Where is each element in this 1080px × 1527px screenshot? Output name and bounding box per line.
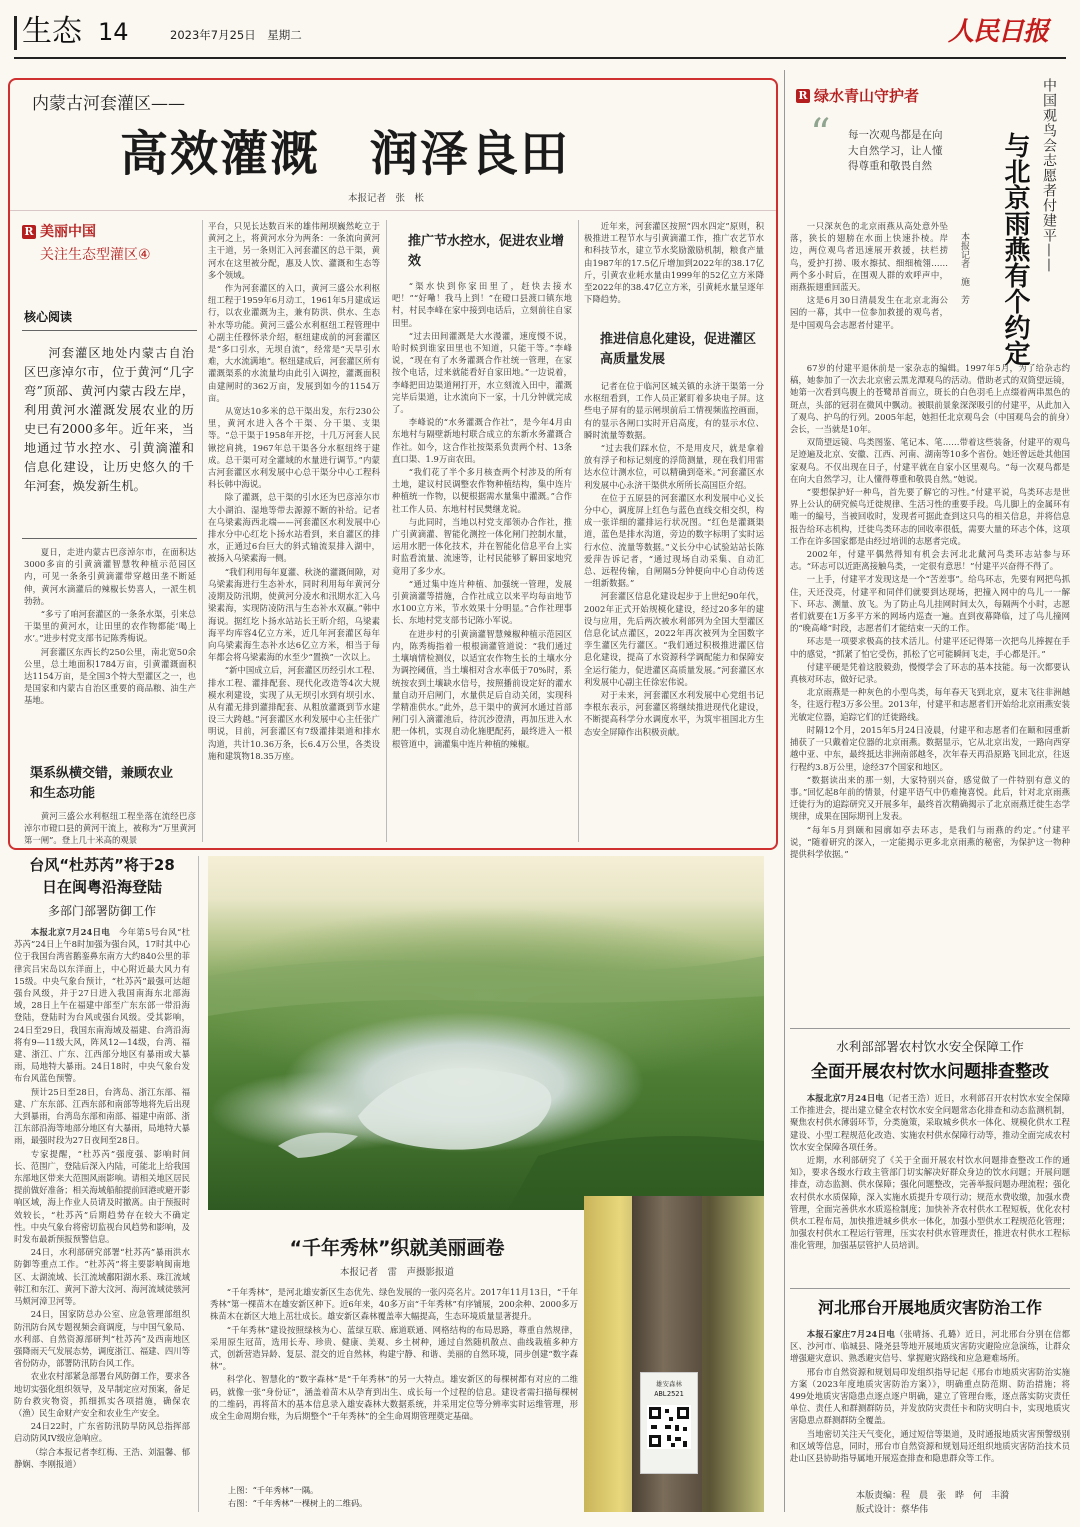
paragraph: 时隔12个月，2015年5月24日凌晨，付建平和志愿者们在颐和园重新捕获了一只戴着定位器的北京雨燕。数据显示，它从北京出发，一路向西穿越中亚、中东，最终抵达非洲南部越冬，次年春天再沿原路飞回北京，往返行程约3.8万公里，途经37个国家和地区。: [790, 724, 1070, 772]
right-series-tag: 绿水青山守护者: [814, 87, 920, 105]
paragraph: 67岁的付建平退休前是一家杂志的编辑。1997年5月，为了给杂志约稿，她参加了一次去北京密云黑龙潭观鸟的活动。借助老式的双筒望远镜，她第一次看到鸟腹上的苍鹭昂首而立，斑长的白色羽毛上点缀着两串黑色的斑点，头部的冠羽在微风中飘动。被眼前景象深深吸引的付建平，从此加入了观鸟、护鸟的行列。2005年起，她担任北京观鸟会（中国观鸟会的前身）会长，一当就是10年。: [790, 363, 1070, 435]
main-kicker: 内蒙古河套灌区——: [32, 94, 185, 114]
paragraph: 对于未来，河套灌区水利发展中心党组书记李根东表示，河套灌区将继续推进现代化建设，不断提高科学分水调度水平，为筑牢祖国北方生态安全屏障作出积极贡献。: [584, 690, 764, 737]
paragraph: 这是6月30日清晨发生在北京北海公园的一幕，其中一位参加救援的观鸟者，是中国观鸟会志愿者付建平。: [790, 295, 948, 330]
bird-body-top: [790, 220, 948, 360]
paragraph: [790, 1328, 1070, 1365]
qr-code-icon: [647, 1405, 691, 1449]
paragraph: 夏日，走进内蒙古巴彦淖尔市，在面积达3000多亩的引黄滴灌智慧牧种植示范园区内，可见一条条引黄滴灌带穿越田垄不断延伸，黄河水滴灌后的辣椒长势喜人，一派生机勃勃。: [24, 547, 196, 606]
photo-headline: “千年秀林”织就美丽画卷: [289, 1237, 505, 1259]
paragraph: 平台，只见长达数百米的雄伟闸坝巍然屹立于黄河之上，将黄河水分为两条：一条流向黄河主干道，另一条则汇入河套灌区的总干渠，黄河水在这里被分配，惠及人饮、灌溉和生态等多个领域。: [208, 221, 380, 280]
designer-credit: 版式设计：蔡华伟: [856, 1505, 929, 1515]
paragraph: 作为河套灌区的入口，黄河三盛公水利枢纽工程于1959年6月动工，1961年5月建成运行，以农业灌溉为主，兼有防洪、供水、生态补水等功能。黄河三盛公水利枢纽工程管理中心副主任穆怀录介绍，枢纽建成前的河套灌区是“多口引水，无坝自流”，经常是“天旱引水难，大水流满地”。枢纽建成后，河套灌区所有灌溉渠系的水流量均由此引入调控，灌溉面积由建闸时的362万亩，发展到如今的1154万亩。: [208, 283, 380, 403]
paragraph: “渠水快到你家田里了，赶快去接水吧！”“好嘞！我马上到！”在磴口县渡口镇东地村，村民李峰在家中接到电话后，立刻前往自家田里。: [392, 281, 572, 328]
paragraph-text: （记者王浩）近日，水利部召开农村饮水安全保障工作推进会，提出建立健全农村饮水安全问题常态化排查和动态监测机制，聚焦农村供水薄弱环节，分类施策，采取城乡供水一体化、规模化供水工程建设、小型工程规范化改造、实施农村供水保障行动等，推动全面完成农村饮水安全保障各项任务。: [790, 1093, 1070, 1152]
photo-byline: 本报记者 雷 声摄影报道: [339, 1267, 454, 1278]
main-col-1-tail: [24, 810, 196, 848]
paragraph: 从宽达10多米的总干渠出发，东行230公里，黄河水进入各个干渠、分干渠、支渠等。“总干渠于1958年开挖，十几万河套人民锹挖肩挑，1967年总干渠各分水枢纽终于建成。总干渠可对全灌域的水量进行调节。”内蒙古河套灌区水利发展中心总干渠分中心工程科科长韩中海说。: [208, 406, 380, 490]
water-headline: 全面开展农村饮水问题排查整改: [811, 1062, 1049, 1082]
paragraph: 邢台市自然资源和规划局印发组织指导记起《邢台市地质灾害防治实施方案（2023年度地质灾害防治方案）》，明确重点防范期、防治措施；将499处地质灾害隐患点逐点逐户明确，建立了管理台账，逐点落实防灾责任单位、责任人和群测群防员，并发放防灾责任卡和防灾明白卡，实现地质灾害隐患点群测群防全覆盖。: [790, 1366, 1070, 1426]
paragraph: “通过集中连片种植、加强统一管理，发展引黄滴灌等措施，合作社成立以来平均每亩地节水100立方米，节水效果十分明显。”合作社理事长、东地村党支部书记陈小军说。: [392, 578, 572, 626]
paragraph: 记者在位于临河区城关镇的永济干渠第一分水枢纽看到，工作人员正紧盯着多块电子屏。这些电子屏有的显示闸坝前后工情视频监控画面，有的显示各闸口实时开启高度，有的显示水位、瞬时流量等数据。: [584, 381, 764, 440]
paragraph: 河套灌区信息化建设起步于上世纪90年代，2002年正式开始规模化建设，经过20多年的建设与应用，先后两次被水利部列为全国大型灌区信息化试点灌区，2022年再次被列为全国数字孪生灌区先行灌区。“我们通过积极推进灌区信息化建设，提高了水资源科学调配能力和保障安全运行能力，促进灌区高质量发展。”河套灌区水利发展中心副主任徐宏伟说。: [584, 591, 764, 687]
byline-lead: 本报北京7月24日电: [806, 1093, 884, 1103]
paragraph: “过去我们踩水位，不是用皮尺，就是拿着放有浮子和标记刻度的浮筒测量，现在我们用雷达水位计测水位，可以精确到毫米。”河套灌区水利发展中心永济干渠供水所所长高国臣介绍。: [584, 443, 764, 490]
typhoon-body: [14, 926, 190, 1512]
series-tag-icon: R: [22, 225, 36, 239]
series-tag-icon: R: [796, 89, 810, 103]
paragraph: 近期，水利部研究了《关于全面开展农村饮水问题排查整改工作的通知》，要求各级水行政主管部门切实解决好群众身边的饮水问题；开展问题排查，动态监测、供水保障；强化问题整改，完善举报问题办理流程；强化农村供水水质保障，深入实施水质提升专项行动；规范水费收缴，加强水费管理，全面完善供水水质巡检制度；加快补齐农村供水工程短板，优化农村供水工程布局，加快推进城乡供水一体化，加强小型供水工程规范化管理；加强农村供水工程运行管理，压实农村供水管理责任，推进农村供水工程标准化管理，加强基层管护人员培训。: [790, 1155, 1070, 1251]
photo-caption-1: 上图：“千年秀林”一隅。: [228, 1485, 319, 1495]
paragraph: 专家提醒，“杜苏芮”强度强、影响时间长、范围广，登陆后深入内陆，可能北上给我国东部地区带来大范围风雨影响。请相关地区居民提前做好准备；相关海域船舶提前回港或避开影响区域，海上作业人员请及时撤离。由于预报时效较长，“杜苏芮”后期趋势存在较大不确定性。中央气象台将密切监视台风趋势和影响，及时发布最新预报预警信息。: [14, 1148, 190, 1245]
paragraph: 李峰说的“水务灌溉合作社”，是今年4月由东地村与隔壁新地村联合成立的东新水务灌溉合作社。如今，这合作社按渠系负责两个村、13条直口渠、1.9万亩农田。: [392, 417, 572, 464]
paragraph: “我们花了半个多月核查两个村涉及的所有土地，建议村民调整农作物种植结构，集中连片种植统一作物，以便根据需水量集中灌溉。”合作社工作人员、东地村村民樊继龙说。: [392, 467, 572, 514]
paragraph: “过去田间灌溉是大水漫灌，速度慢不说，哈时候到谁家田里也不知道，只能干等。”李峰说，“现在有了水务灌溉合作社统一管理，在家按个电话，过来就能看好自家田地。”一边说着，李峰把田边渠道闸打开，水立刻流入田中，灌溉完毕后渠道，让水流向下一家，十几分钟就完成了。: [392, 330, 572, 415]
paragraph: 付建平硬是凭着这股毅劲，慢慢学会了环志的基本技能。每一次都要认真核对环志，做好记录。: [790, 661, 1070, 685]
paragraph: 双筒望远镜、鸟类图鉴、笔记本、笔……带着这些装备，付建平的观鸟足迹遍及北京、安徽、江西、河南、湖南等10多个省份。她还曾远赴其他国家观鸟。不仅出现在日子，付建平就在自家小区里观鸟。“每一次观鸟都是在向大自然学习，让人懂得尊重和敬畏自然。”她说。: [790, 437, 1070, 484]
main-article: [8, 78, 778, 850]
core-summary: 河套灌区地处内蒙古自治区巴彦淖尔市，位于黄河“几字弯”顶部、黄河内蒙古段左岸，利用黄河水灌溉发展农业的历史已有2000多年。近年来，当地通过节水控水、引黄滴灌和信息化建设，让历史悠久的千年河套，焕发新生机。: [24, 346, 194, 493]
paragraph: “数据读出来的那一刻，大家特别兴奋，感觉做了一件特别有意义的事。”回忆起8年前的情景，付建平语气中仍难掩喜悦。此后，针对北京雨燕迁徙行为的追踪研究又开展多年，最终首次精确揭示了北京雨燕迁徙生态学规律，成果在国际期刊上发表。: [790, 774, 1070, 822]
note: （综合本报记者李红梅、王浩、刘温馨、郁静娴、李刚报道）: [14, 1446, 190, 1469]
subhead-3: 推进信息化建设，促进灌区高质量发展: [600, 332, 757, 367]
main-col-1: [24, 546, 196, 756]
main-col-3: [392, 280, 572, 846]
typhoon-headline: 台风“杜苏芮”将于28日在闽粤沿海登陆: [29, 856, 175, 896]
water-kicker: 水利部部署农村饮水安全保障工作: [836, 1039, 1024, 1054]
paragraph: [790, 1092, 1070, 1153]
hebei-headline: 河北邢台开展地质灾害防治工作: [817, 1298, 1042, 1317]
vertical-kicker: 中国观鸟会志愿者付建平——: [1041, 78, 1057, 273]
paragraph: 与此同时，当地以村党支部领办合作社，推广引黄滴灌、智能化测控一体化闸门控制水量，运用水肥一体化技术，并在智能化信息平台上实时监看流量、流速等，让村民能够了解田家地究竟用了多少水。: [392, 516, 572, 576]
typhoon-subhead: 多部门部署防御工作: [47, 904, 156, 918]
paragraph: 一只深灰色的北京雨燕从高处意外坠落，狭长的翅膀在水面上快速扑棱。岸边，两位观鸟者迅速展开救援，扶栏捞鸟，爱护打捞、吸水擦拭、细细梳翎……两个多小时后，在围观人群的欢呼声中，雨燕振翅重回蓝天。: [790, 221, 948, 293]
paragraph: 预计25日至28日，台湾岛、浙江东部、福建、广东东部、江西东部和南部等地将先后出现大到暴雨，台湾岛东部和南部、福建中南部、浙江东部沿海等地部分地区有大暴雨，局地特大暴雨，最强时段为27日夜间至28日。: [14, 1086, 190, 1146]
qr-tag: [640, 1372, 698, 1474]
water-body: [790, 1092, 1070, 1282]
paragraph: 农业农村部紧急部署台风防御工作，要求各地切实强化组织领导，及早制定应对预案，备足防台救灾物资，抓细抓实各项措施，确保农（渔）民生命财产安全和农业生产安全。: [14, 1371, 190, 1418]
issue-date: 2023年7月25日 星期二: [170, 28, 302, 42]
subhead-2: 推广节水控水，促进农业增效: [408, 234, 565, 269]
main-col-4: [584, 220, 764, 316]
forest-photo: [208, 856, 764, 1210]
paragraph: 当地密切关注天气变化，通过短信等渠道，及时通报地质灾害预警级别和区域等信息，同时，邢台市自然资源和规划局还组织地质灾害防治技术员赴山区县协助指导属地开展巡查排查和隐患群众等工作。: [790, 1428, 1070, 1464]
paragraph: 黄河三盛公水利枢纽工程坐落在流经巴彦淖尔市磴口县的黄河干流上，被称为“万里黄河第一闸”。登上几十米高的观景: [24, 811, 196, 846]
series-title: 关注生态型灌区④: [40, 247, 151, 263]
photo-detail: [208, 856, 764, 1210]
paragraph: 2002年，付建平偶然得知有机会去河北北戴河鸟类环志站参与环志。“环志可以近距离接触鸟类，一定很有意思！”付建平兴奋得不得了。: [790, 549, 1070, 572]
page-number: 14: [98, 18, 129, 46]
paragraph: “千年秀林”，是河北雄安新区生态优先、绿色发展的一张闪亮名片。2017年11月13日，“千年秀林”第一棵苗木在雄安新区种下。近6年来，40多万亩“千年秀林”有序铺展，200余种、2000多万株苗木在新区大地上茁壮成长。雄安新区森林覆盖率大幅提高，生态环境质量显著提升。: [210, 1287, 578, 1322]
paragraph-text: 今年第5号台风“杜苏芮”24日上午8时加强为强台风，17时其中心位于我国台湾省鹅銮鼻东南方大约840公里的菲律宾吕宋岛以东洋面上，中心附近最大风力有15级。中央气象台预计，“杜苏芮”最强可达超强台风级，并于27日进入我国南海东北部海域，28日上午在福建中部至广东东部一带沿海登陆，登陆时为台风或强台风级。受其影响，24日至29日，我国东南海域及福建、台湾沿海将有9—11级大风，阵风12—14级，台湾、福建、浙江、广东、江西部分地区有暴雨或大暴雨，局地特大暴雨。24日18时，中央气象台发布台风蓝色预警。: [14, 927, 190, 1084]
paragraph: 除了灌溉，总干渠的引水还为巴彦淖尔市大小湖泊、湿地等带去源源不断的补给。记者在乌梁素海西北端——河套灌区水利发展中心排水分中心红圪卜扬水站看到，来自灌区的排水，正通过6台巨大的斜式轴流泵排入湖中，被扬入乌梁素海一侧。: [208, 492, 380, 564]
paragraph: “新中国成立后，河套灌区历经引水工程、排水工程、灌排配套、现代化改造等4次大规模水利建设，实现了从无坝引水到有坝引水、从有灌无排到灌排配套、从粗放灌溉到节水建设三大跨越。”河套灌区水利发展中心主任张广明说，目前，河套灌区有7级灌排渠道和排水沟道，共计10.36万条，长6.4万公里，各类设施和建筑物18.35万座。: [208, 665, 380, 761]
series-tag-label: 美丽中国: [40, 224, 96, 240]
section-title: 生态: [22, 14, 82, 49]
quote-mark-icon: “: [810, 111, 831, 157]
paragraph: “我们利用每年夏灌、秋浇的灌溉间隙，对乌梁素海进行生态补水，同时利用每年黄河分凌期及防汛期，使黄河分凌水和汛期水汇入乌梁素海，实现防凌防汛与生态补水双赢。”韩中海说。据红圪卜扬水站站长王昕介绍，乌梁素海平均库容4亿立方米，近几年河套灌区每年向乌梁素海生态补水达6亿立方米，相当于每年都会将乌梁素海的水至少“置换”一次以上。: [208, 566, 380, 663]
qr-tag-title: 雄安森林: [656, 1380, 682, 1388]
main-byline: 本报记者 张 枨: [348, 193, 425, 204]
paragraph: “每年5月到颐和园廓如亭去环志，是我们与雨燕的约定。”付建平说，“随着研究的深入，一定能揭示更多北京雨燕的秘密，为保护这一物种提供科学依据。”: [790, 824, 1070, 859]
paragraph: 环志是一项要求极高的技术活儿。付建平还记得第一次把鸟儿捧握在手中的感觉，“抓紧了怕它受伤，抓松了它可能瞬间飞走，手心都是汗。”: [790, 636, 1070, 659]
paragraph: 近年来，河套灌区按照“四水四定”原则，积极推进工程节水与引黄滴灌工作，推广农艺节水和科技节水，建立节水奖励激励机制，粮食产量由1987年的17.5亿斤增加到2022年的38.17亿斤，引黄农业耗水量由1999年的52亿立方米降至2022年的38.47亿立方米，引黄耗水量呈逐年下降趋势。: [584, 221, 764, 305]
pull-quote: 每一次观鸟都是在向大自然学习，让人懂得尊重和敬畏自然: [848, 129, 943, 172]
photo-body: [210, 1286, 578, 1482]
main-headline: 高效灌溉 润泽良田: [120, 126, 571, 182]
vertical-byline: 本报记者 施 芳: [959, 232, 969, 304]
paragraph: 24日22时，广东省防汛防旱防风总指挥部启动防风IV级应急响应。: [14, 1421, 190, 1444]
byline-lead: 本报北京7月24日电: [30, 927, 111, 937]
paragraph: 科学化、智慧化的“数字森林”是“千年秀林”的另一大特点。雄安新区的每棵树都有对应的二维码，就像一张“身份证”，涵盖着苗木从孕育到出生、成长每一个过程的信息。建设者需扫描每棵树的二维码，再将苗木的基本信息录入雄安森林大数据系统，并采用定位等分辨率实时运维管理，形成全生命周期台账，为后期整个“千年秀林”的全生命周期管理奠定基础。: [210, 1374, 578, 1422]
paragraph: 在进步村的引黄滴灌智慧辣椒种植示范园区内，陈秀梅指着一根根滴灌管道说：“我们通过土壤墒情检测仪，以适宜农作物生长的土壤水分为调控阈值，当土壤相对含水率低于70%时，系统按农到土壤缺水信号，按照播前设定好的灌水量自动开启闸门，水量供足后自动关闭，实现科学精准供水。”此外，总干渠中的黄河水通过首部闸门引入滴灌池后，待沉沙澄清，再加压进入水肥一体机，实现自动化施肥配药，最终进入一根根管道中，滴灌集中连片种植的辣椒。: [392, 628, 572, 749]
paragraph: [14, 926, 190, 1085]
paragraph: “要想保护好一种鸟，首先要了解它的习性。”付建平说，鸟类环志是世界上公认的研究候鸟迁徙规律、生活习性的重要手段。鸟儿脚上的金属环有唯一的编号，当被回收时，发现者可据此查到这只鸟的相关信息，并将信息报告给环志机构，迁徙鸟类环志的回收率很低，需要大量的环志个体，这项工作在许多国家都是由经过培训的志愿者完成。: [790, 487, 1070, 546]
main-col-2: [208, 220, 380, 846]
qr-tag-code: ABL2521: [654, 1390, 684, 1398]
inset-photo: [584, 1196, 764, 1512]
paragraph: 24日，水利部研究部署“杜苏芮”暴雨洪水防御等重点工作。“杜苏芮”将主要影响闽南地区、太湖流域、长江流域鄱阳湖水系、珠江流域韩江和东江、黄河下游大汶河、海河流域徒骇河马颊河漳卫河等。: [14, 1247, 190, 1307]
newspaper-logo: 人民日报: [948, 17, 1049, 47]
paragraph: “多亏了咱河套灌区的一条条水渠，引来总干渠里的黄河水，让田里的农作物都能‘喝上水’。”进步村党支部书记陈秀梅说。: [24, 609, 196, 644]
paragraph-text: （张晴扬、孔璐）近日，河北邢台分别在信都区、沙河市、临城县、隆尧县等地开展地质灾害防灾避险应急演练，让群众增强避灾意识、熟悉避灾信号、掌握避灾路线和应急避难场所。: [790, 1329, 1070, 1364]
bird-body: [790, 362, 1070, 974]
vertical-title: 与北京雨燕有个约定: [1000, 132, 1030, 366]
paragraph: 河套灌区东西长约250公里，南北宽50余公里，总土地面积1784万亩，引黄灌溉面积达1154万亩，是全国3个特大型灌区之一，也是国家和内蒙古自治区重要的商品粮、油生产基地。: [24, 646, 196, 706]
core-label: 核心阅读: [24, 310, 73, 324]
masthead-bracket: [14, 16, 17, 50]
photo-caption-2: 右图：“千年秀林”一棵树上的二维码。: [228, 1498, 368, 1508]
hebei-body: [790, 1328, 1070, 1482]
editors-credit: 本版责编：程 晨 张 晔 何 丰漪: [856, 1491, 1010, 1501]
paragraph: 一上手，付建平才发现这是一个“苦差事”。给鸟环志，先要有网把鸟抓住，天还没亮，付建平和同伴们就要到达现场，把撞入网中的鸟儿一一解下、环志、测量、放飞。为了防止鸟儿挂网时间太久，每隔两个小时，志愿者们就要在1万多平方米的网场内巡查一遍。直到夜幕降临，过了鸟儿撞网的“晚高峰”时段，志愿者们才能结束一天的工作。: [790, 574, 1070, 634]
paragraph: 24日，国家防总办公室、应急管理部组织防汛防台风专题视频会商调度，与中国气象局、水利部、自然资源部研判“杜苏芮”及西南地区强降雨天气发展态势，调度浙江、福建、四川等省份防办，部署防汛防台风工作。: [14, 1309, 190, 1369]
paragraph: 北京雨燕是一种灰色的小型鸟类，每年春天飞到北京，夏末飞往非洲越冬，往返行程3万多公里。2013年，付建平和志愿者们开始给北京雨燕安装光敏定位器，追踪它们的迁徙路线。: [790, 687, 1070, 722]
paragraph: “千年秀林”建设按照绿核为心、蓝绿互联、廊道联通、网格结构的布局思路，尊重自然规律，采用原生冠苗，选用长寿、珍贵、健康、美观、乡土树种，通过自然随机散点、曲线栽植多种方式，创新营造异龄、复层、混交的近自然林，构建宁静、和谐、美丽的自然环境，同步创建“数字森林”。: [210, 1324, 578, 1372]
byline-lead: 本报石家庄7月24日电: [806, 1329, 896, 1339]
main-col-4-tail: [584, 380, 764, 846]
subhead-1: 渠系纵横交错，兼顾农业和生态功能: [30, 766, 174, 801]
paragraph: 在位于五原县的河套灌区水利发展中心义长分中心，调度屏上红色与蓝色直线交相交织，构成一张详细的灌排运行状况图。“红色是灌溉渠道，蓝色是排水沟道，旁边的数字标明了实时运行水位、流量等数据。”义长分中心试验站站长陈爱萍告诉记者，“通过现场自动采集、自动汇总、远程传输，自闸隔5分钟便向中心自动传送一组新数据。”: [584, 492, 764, 589]
